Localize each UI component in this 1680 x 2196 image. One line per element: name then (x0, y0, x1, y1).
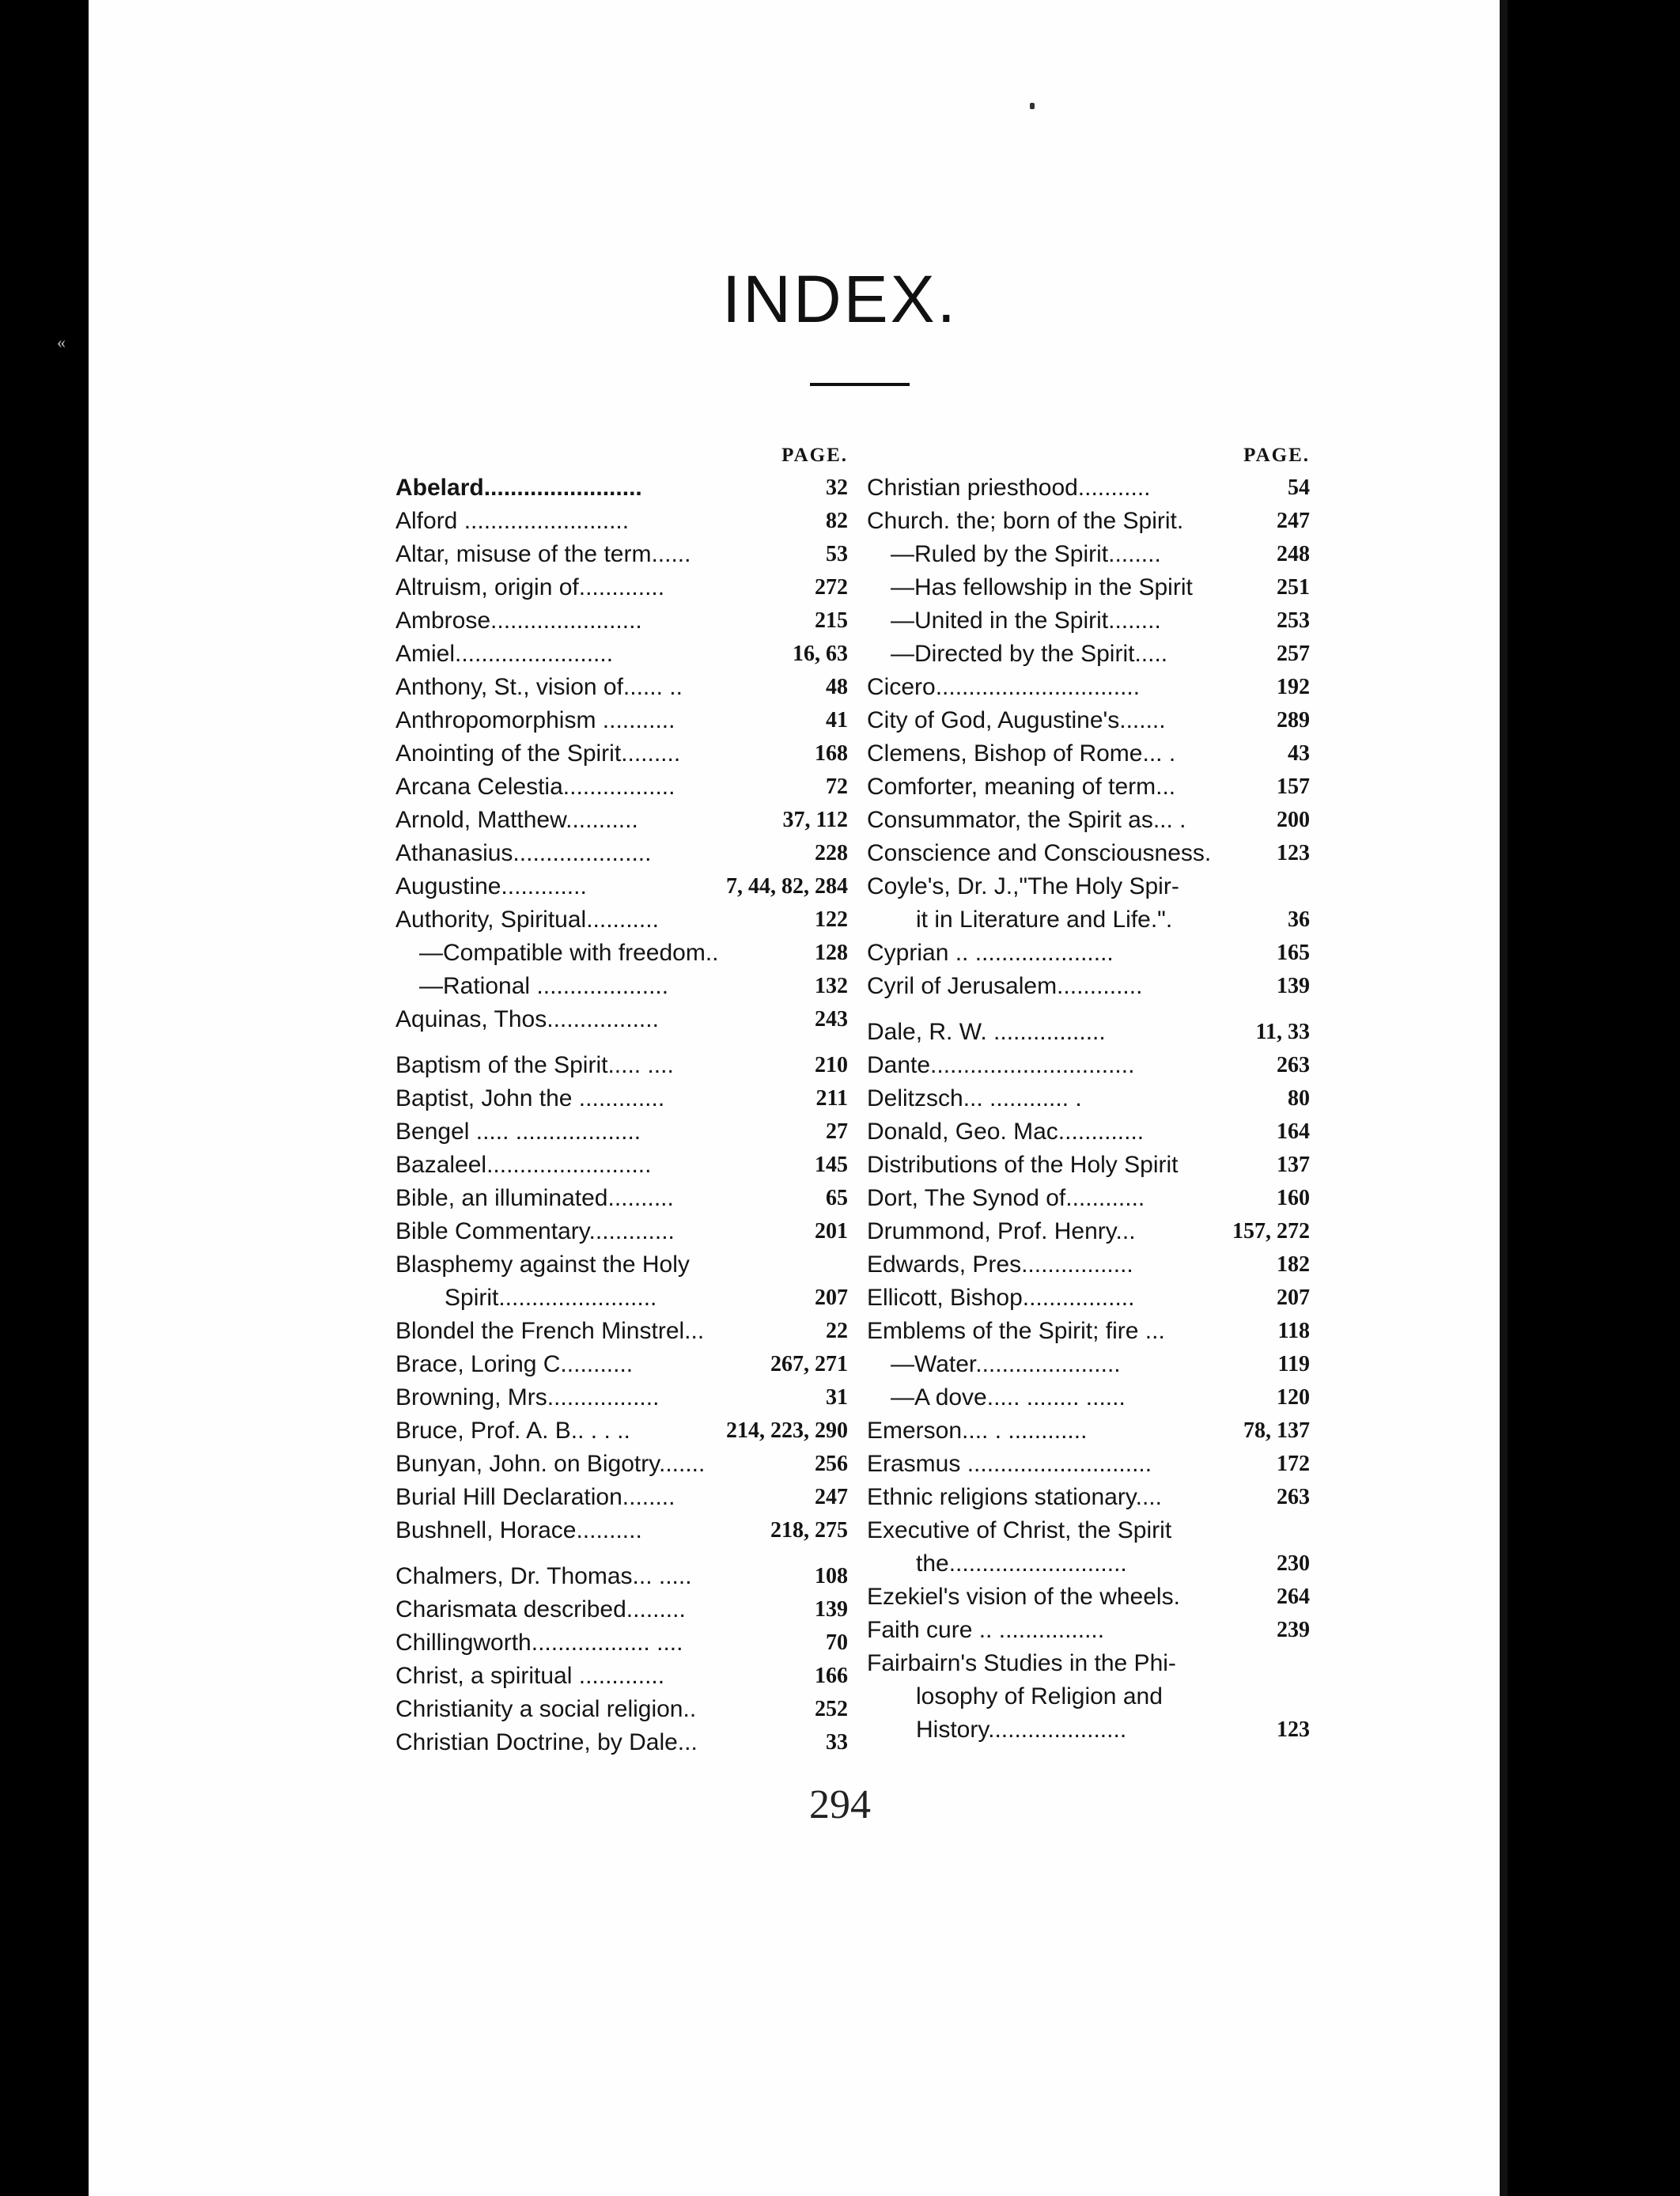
index-entry-page: 119 (1277, 1352, 1310, 1376)
index-entry-term: Dale, R. W. ................. (867, 1019, 1106, 1045)
index-entry-page: 210 (815, 1053, 848, 1077)
index-entry (395, 1082, 848, 1115)
index-entry (867, 704, 1310, 737)
index-entry (867, 903, 1310, 937)
index-entry-term: Cicero............................... (867, 674, 1141, 700)
index-entry (867, 1182, 1310, 1215)
index-entry-page: 27 (826, 1119, 848, 1144)
index-entry-page: 41 (826, 708, 848, 733)
index-entry-page: 172 (1277, 1452, 1310, 1476)
index-entry-term: —Water...................... (891, 1351, 1121, 1377)
index-entry-page: 11, 33 (1255, 1020, 1310, 1044)
index-entry (867, 1248, 1310, 1282)
index-entry-term: Emerson.... . ............ (867, 1418, 1088, 1444)
index-entry-term: Delitzsch... ............ . (867, 1085, 1082, 1111)
index-entry-term: Altar, misuse of the term...... (395, 541, 691, 567)
index-entry (867, 1581, 1310, 1614)
index-entry-page: 7, 44, 82, 284 (726, 874, 848, 899)
index-entry (395, 970, 848, 1003)
index-entry-page: 247 (1277, 509, 1310, 533)
index-entry (867, 505, 1310, 538)
index-entry-page: 22 (826, 1319, 848, 1343)
index-entry (395, 1514, 848, 1547)
index-entry (395, 1182, 848, 1215)
index-entry (867, 1414, 1310, 1448)
index-entry (867, 1348, 1310, 1381)
index-entry (867, 1514, 1310, 1547)
index-entry-page: 243 (815, 1007, 848, 1032)
index-entry (867, 1149, 1310, 1182)
index-entry (867, 1680, 1310, 1713)
index-entry (867, 1381, 1310, 1414)
index-entry (867, 737, 1310, 770)
index-column-left (395, 440, 848, 1759)
index-entry (395, 1726, 848, 1759)
index-entry-term: Christian priesthood........... (867, 475, 1151, 501)
index-entries-right (867, 471, 1310, 1747)
index-entry-term: Aquinas, Thos................. (395, 1006, 659, 1032)
index-entry (867, 1713, 1310, 1747)
index-entry-term: Blondel the French Minstrel... (395, 1318, 705, 1344)
index-entry (867, 1082, 1310, 1115)
index-entry-term: Bruce, Prof. A. B.. . . .. (395, 1418, 630, 1444)
index-entry-page: 32 (826, 475, 848, 500)
index-entry (395, 1149, 848, 1182)
index-entry-page: 157, 272 (1232, 1219, 1310, 1244)
index-entry-page: 72 (826, 774, 848, 799)
index-entry-term: History..................... (916, 1717, 1127, 1743)
index-entry-term: Anthropomorphism ........... (395, 707, 675, 733)
page-column-header: PAGE. (1243, 445, 1310, 466)
index-entry-page: 33 (826, 1730, 848, 1755)
page-column-header: PAGE. (781, 445, 848, 466)
index-entry-term: Christian Doctrine, by Dale... (395, 1729, 698, 1755)
index-entry (395, 1481, 848, 1514)
index-entry (395, 1003, 848, 1036)
index-entry-term: the........................... (916, 1550, 1127, 1577)
index-entry-page: 252 (815, 1697, 848, 1721)
index-entry-page: 201 (815, 1219, 848, 1244)
index-entry (395, 571, 848, 604)
index-entry (395, 671, 848, 704)
index-entry-page: 264 (1277, 1585, 1310, 1609)
index-entry-page: 165 (1277, 941, 1310, 965)
index-entry-page: 239 (1277, 1618, 1310, 1642)
index-entry-term: it in Literature and Life.". (916, 907, 1173, 933)
index-entry-term: Drummond, Prof. Henry... (867, 1218, 1136, 1244)
index-entry (395, 1115, 848, 1149)
index-entry (395, 1381, 848, 1414)
index-entry (867, 1315, 1310, 1348)
index-entry-term: City of God, Augustine's....... (867, 707, 1166, 733)
index-entry-page: 207 (1277, 1285, 1310, 1310)
index-entry-term: Authority, Spiritual........... (395, 907, 659, 933)
index-entry-term: Browning, Mrs................. (395, 1384, 660, 1410)
index-entry-page: 70 (826, 1630, 848, 1655)
index-entry (395, 1315, 848, 1348)
index-entry (867, 1049, 1310, 1082)
index-entry-term: —United in the Spirit........ (891, 608, 1161, 634)
index-entry-page: 37, 112 (782, 808, 848, 832)
index-entry (867, 604, 1310, 638)
index-entry-term: Anointing of the Spirit......... (395, 740, 681, 767)
index-entry-term: —Compatible with freedom.. (419, 940, 719, 966)
index-entry-term: Faith cure .. ................ (867, 1617, 1105, 1643)
index-entry-page: 164 (1277, 1119, 1310, 1144)
index-entry (867, 571, 1310, 604)
index-entry (395, 870, 848, 903)
index-entry (867, 804, 1310, 837)
index-entry (395, 1215, 848, 1248)
index-entry-page: 16, 63 (793, 642, 848, 666)
index-entry (867, 1547, 1310, 1581)
index-entry-term: Augustine............. (395, 873, 587, 899)
index-entry (395, 638, 848, 671)
index-entry-term: Bible, an illuminated.......... (395, 1185, 674, 1211)
index-entry-page: 253 (1277, 608, 1310, 633)
index-entry-term: Executive of Christ, the Spirit (867, 1517, 1172, 1543)
index-entry (395, 538, 848, 571)
index-entry (395, 704, 848, 737)
index-entry (395, 804, 848, 837)
index-entry-term: Amiel........................ (395, 641, 614, 667)
index-entry-page: 78, 137 (1243, 1418, 1310, 1443)
index-entry-term: Fairbairn's Studies in the Phi- (867, 1650, 1176, 1676)
index-entry (867, 1614, 1310, 1647)
print-speck (1030, 103, 1035, 109)
index-entry-term: Chalmers, Dr. Thomas... ..... (395, 1563, 692, 1589)
index-entry (867, 1115, 1310, 1149)
index-entry-term: Arnold, Matthew........... (395, 807, 638, 833)
index-entry (395, 604, 848, 638)
index-entry-page: 122 (815, 907, 848, 932)
index-entry-term: —A dove..... ........ ...... (891, 1384, 1126, 1410)
index-entry-term: Church. the; born of the Spirit. (867, 508, 1184, 534)
index-entry-term: Ambrose....................... (395, 608, 642, 634)
index-entry-page: 137 (1277, 1153, 1310, 1177)
index-entry-term: Ethnic religions stationary.... (867, 1484, 1162, 1510)
index-entry-page: 267, 271 (770, 1352, 848, 1376)
index-entry (867, 1282, 1310, 1315)
index-entry-term: losophy of Religion and (916, 1683, 1163, 1709)
index-entry-term: Comforter, meaning of term... (867, 774, 1176, 800)
index-entry-term: Arcana Celestia................. (395, 774, 675, 800)
index-entry-term: Christ, a spiritual ............. (395, 1663, 665, 1689)
index-entry-term: Bible Commentary............. (395, 1218, 675, 1244)
index-entry-page: 36 (1288, 907, 1310, 932)
index-entry (395, 1414, 848, 1448)
index-entry-page: 139 (815, 1597, 848, 1622)
index-entry-term: Dante............................... (867, 1052, 1135, 1078)
index-entry-term: Burial Hill Declaration........ (395, 1484, 675, 1510)
index-entry (395, 770, 848, 804)
index-entry-page: 192 (1277, 675, 1310, 699)
index-entry (395, 937, 848, 970)
index-entry-term: Anthony, St., vision of...... .. (395, 674, 683, 700)
index-entry-term: Ezekiel's vision of the wheels. (867, 1584, 1180, 1610)
index-entry-page: 289 (1277, 708, 1310, 733)
index-entry-page: 256 (815, 1452, 848, 1476)
index-entry-page: 200 (1277, 808, 1310, 832)
index-entry-page: 218, 275 (770, 1518, 848, 1543)
index-entry-page: 54 (1288, 475, 1310, 500)
index-entry-page: 263 (1277, 1053, 1310, 1077)
index-entry (395, 1348, 848, 1381)
index-entry (395, 903, 848, 937)
index-entry-term: Blasphemy against the Holy (395, 1251, 690, 1278)
index-entry-term: Ellicott, Bishop................. (867, 1285, 1135, 1311)
page-number: 294 (809, 1782, 871, 1827)
title-rule (810, 383, 910, 386)
index-entry-term: Bazaleel......................... (395, 1152, 652, 1178)
index-entry (395, 1693, 848, 1726)
index-entry (395, 471, 848, 505)
index-entry-page: 247 (815, 1485, 848, 1509)
index-entry (867, 1481, 1310, 1514)
index-entry-term: Erasmus ............................ (867, 1451, 1152, 1477)
index-entry-page: 251 (1277, 575, 1310, 600)
index-entry (867, 1448, 1310, 1481)
index-entries-left (395, 471, 848, 1759)
index-entry-page: 118 (1277, 1319, 1310, 1343)
index-entry (395, 1560, 848, 1593)
index-entry (395, 837, 848, 870)
index-entry-page: 182 (1277, 1252, 1310, 1277)
index-entry-page: 53 (826, 542, 848, 566)
index-entry-page: 80 (1288, 1086, 1310, 1111)
index-column-right (867, 440, 1310, 1747)
index-entry (395, 1593, 848, 1626)
index-entry-page: 230 (1277, 1551, 1310, 1576)
scan-mark: « (57, 332, 66, 352)
index-entry-page: 123 (1277, 841, 1310, 865)
section-gap (395, 1036, 848, 1049)
index-entry-page: 263 (1277, 1485, 1310, 1509)
index-entry-page: 139 (1277, 974, 1310, 998)
index-entry (867, 937, 1310, 970)
index-entry (395, 1248, 848, 1282)
index-entry-page: 65 (826, 1186, 848, 1210)
index-entry-page: 207 (815, 1285, 848, 1310)
index-entry-page: 120 (1277, 1385, 1310, 1410)
index-entry-page: 123 (1277, 1717, 1310, 1742)
index-entry (867, 1647, 1310, 1680)
index-entry (395, 1282, 848, 1315)
index-entry-page: 145 (815, 1153, 848, 1177)
index-entry-term: Alford ......................... (395, 508, 630, 534)
index-entry-term: Chillingworth.................. .... (395, 1630, 683, 1656)
index-entry (395, 1448, 848, 1481)
index-entry-term: Bengel ..... ................... (395, 1119, 641, 1145)
index-entry (395, 1660, 848, 1693)
index-entry-page: 215 (815, 608, 848, 633)
index-entry-page: 160 (1277, 1186, 1310, 1210)
index-entry (395, 737, 848, 770)
index-entry-term: —Rational .................... (419, 973, 669, 999)
index-entry-term: —Ruled by the Spirit........ (891, 541, 1161, 567)
index-entry-term: Athanasius..................... (395, 840, 652, 866)
index-entry (867, 1215, 1310, 1248)
index-entry-term: Edwards, Pres................. (867, 1251, 1133, 1278)
index-entry-term: Cyprian .. ..................... (867, 940, 1114, 966)
index-entry-term: Donald, Geo. Mac............. (867, 1119, 1145, 1145)
index-entry (395, 505, 848, 538)
index-entry-term: Charismata described......... (395, 1596, 686, 1622)
index-entry-page: 248 (1277, 542, 1310, 566)
index-entry (867, 770, 1310, 804)
index-entry-term: —Has fellowship in the Spirit (891, 574, 1193, 600)
index-entry-page: 108 (815, 1564, 848, 1588)
index-entry-term: Brace, Loring C........... (395, 1351, 634, 1377)
index-entry-page: 132 (815, 974, 848, 998)
index-entry-page: 31 (826, 1385, 848, 1410)
index-entry-term: Cyril of Jerusalem............. (867, 973, 1143, 999)
index-entry-page: 82 (826, 509, 848, 533)
index-entry-page: 257 (1277, 642, 1310, 666)
index-entry-term: Altruism, origin of............. (395, 574, 665, 600)
index-entry (867, 970, 1310, 1003)
index-entry-term: Dort, The Synod of............ (867, 1185, 1145, 1211)
section-gap (867, 1003, 1310, 1016)
index-entry-page: 272 (815, 575, 848, 600)
index-entry-page: 214, 223, 290 (726, 1418, 848, 1443)
index-entry (395, 1626, 848, 1660)
index-entry (395, 1049, 848, 1082)
index-entry (867, 1016, 1310, 1049)
index-entry-term: Abelard........................ (395, 475, 642, 501)
index-entry (867, 870, 1310, 903)
index-entry (867, 538, 1310, 571)
index-entry-page: 166 (815, 1664, 848, 1688)
index-entry (867, 837, 1310, 870)
index-entry-page: 157 (1277, 774, 1310, 799)
index-entry-page: 48 (826, 675, 848, 699)
page-title: INDEX. (721, 262, 959, 336)
section-gap (395, 1547, 848, 1560)
index-entry (867, 671, 1310, 704)
index-entry-page: 43 (1288, 741, 1310, 766)
index-entry-term: Conscience and Consciousness. (867, 840, 1212, 866)
index-entry-page: 168 (815, 741, 848, 766)
index-entry-term: —Directed by the Spirit..... (891, 641, 1168, 667)
index-entry-page: 128 (815, 941, 848, 965)
index-entry-term: Spirit........................ (445, 1285, 657, 1311)
index-entry-term: Coyle's, Dr. J.,"The Holy Spir- (867, 873, 1179, 899)
index-entry-term: Bunyan, John. on Bigotry....... (395, 1451, 706, 1477)
index-entry-term: Bushnell, Horace.......... (395, 1517, 642, 1543)
index-entry-term: Baptist, John the ............. (395, 1085, 665, 1111)
index-entry (867, 638, 1310, 671)
index-entry-term: Distributions of the Holy Spirit (867, 1152, 1179, 1178)
index-entry-page: 228 (815, 841, 848, 865)
index-entry-term: Christianity a social religion.. (395, 1696, 697, 1722)
index-entry (867, 471, 1310, 505)
index-entry-term: Baptism of the Spirit..... .... (395, 1052, 674, 1078)
index-entry-page: 211 (815, 1086, 848, 1111)
index-entry-term: Clemens, Bishop of Rome... . (867, 740, 1176, 767)
index-entry-term: Emblems of the Spirit; fire ... (867, 1318, 1165, 1344)
index-entry-term: Consummator, the Spirit as... . (867, 807, 1186, 833)
